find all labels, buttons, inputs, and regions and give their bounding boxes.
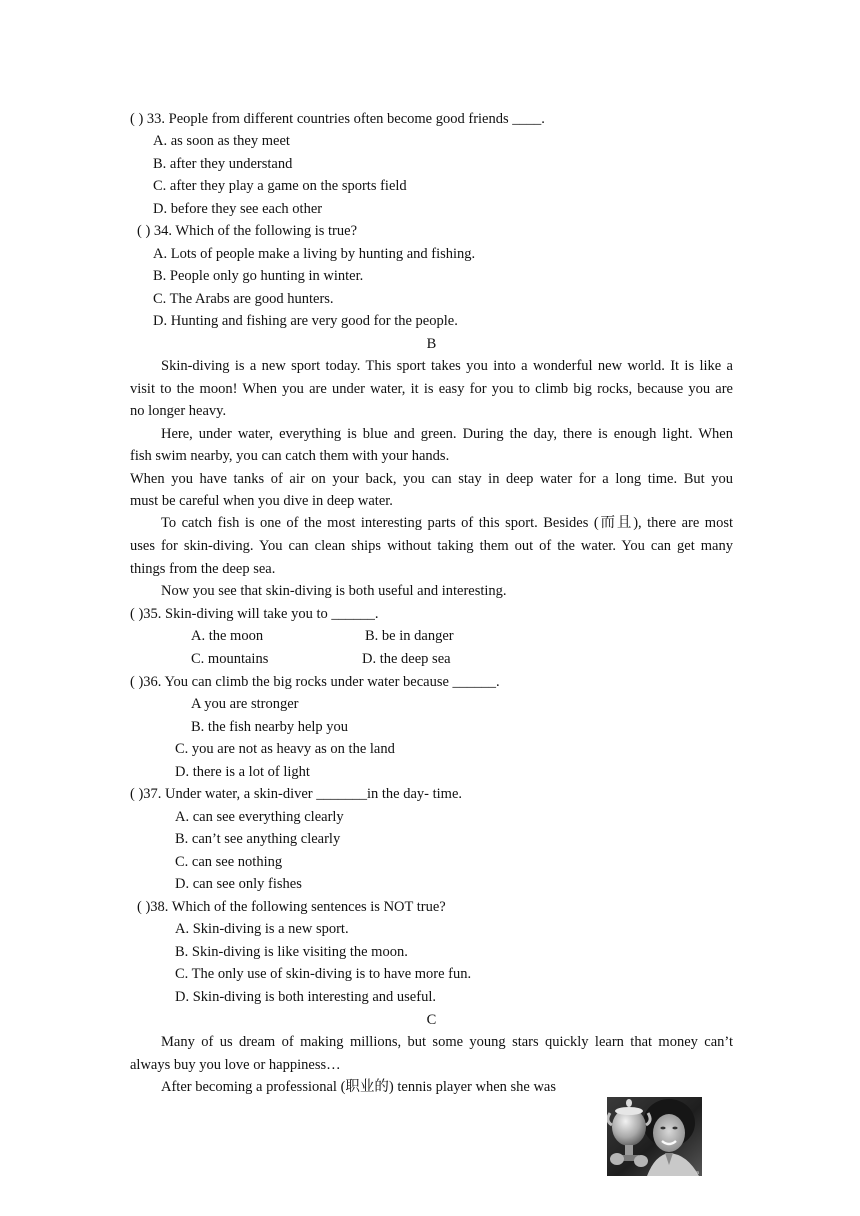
question-34-option-a: A. Lots of people make a living by hunting and fishing. <box>153 246 476 262</box>
question-33-option-c: C. after they play a game on the sports field <box>153 178 407 194</box>
passage-b-line-1: Skin-diving is a new sport today. This sport takes you into a wonderful new world. It is like a <box>161 358 733 374</box>
passage-b-line-11: Now you see that skin-diving is both useful and interesting. <box>161 583 507 599</box>
question-33-stem: ( ) 33. People from different countries often become good friends ____. <box>130 111 545 127</box>
photo-caption: a <box>696 1170 700 1176</box>
question-36-option-b: B. the fish nearby help you <box>191 719 349 735</box>
passage-b-heading: B <box>426 336 437 352</box>
passage-b-line-3: no longer heavy. <box>130 403 227 419</box>
question-36-option-c: C. you are not as heavy as on the land <box>175 741 395 757</box>
question-38-option-d: D. Skin-diving is both interesting and useful. <box>175 989 436 1005</box>
passage-b-line-10: things from the deep sea. <box>130 561 276 577</box>
passage-c-line-1: Many of us dream of making millions, but some young stars quickly learn that money can’t <box>161 1034 733 1050</box>
question-34-option-b: B. People only go hunting in winter. <box>153 268 364 284</box>
passage-c-line-3: After becoming a professional (职业的) tennis player when she was <box>161 1079 557 1095</box>
question-33-option-b: B. after they understand <box>153 156 293 172</box>
question-34-stem: ( ) 34. Which of the following is true? <box>137 223 357 239</box>
question-35-option-c: C. mountains <box>191 651 269 667</box>
passage-b-line-8: To catch fish is one of the most interesting parts of this sport. Besides (而且), there are most <box>161 515 733 531</box>
question-37-option-c: C. can see nothing <box>175 854 283 870</box>
passage-b-line-5: fish swim nearby, you can catch them with your hands. <box>130 448 450 464</box>
question-37-stem: ( )37. Under water, a skin-diver _______in the day- time. <box>130 786 463 802</box>
passage-b-line-2: visit to the moon! When you are under water, it is easy for you to climb big rocks, because you are <box>130 381 733 397</box>
passage-b-line-6: When you have tanks of air on your back, you can stay in deep water for a long time. But you <box>130 471 733 487</box>
tennis-player-photo <box>607 1097 702 1176</box>
question-33-option-d: D. before they see each other <box>153 201 323 217</box>
passage-b-line-9: uses for skin-diving. You can clean ships without taking them out of the water. You can get many <box>130 538 733 554</box>
question-38-option-b: B. Skin-diving is like visiting the moon. <box>175 944 408 960</box>
passage-c-line-2: always buy you love or happiness… <box>130 1057 341 1073</box>
question-37-option-b: B. can’t see anything clearly <box>175 831 341 847</box>
passage-b-line-4: Here, under water, everything is blue and green. During the day, there is enough light. When <box>161 426 733 442</box>
question-35-option-a: A. the moon <box>191 628 264 644</box>
question-35-option-b: B. be in danger <box>365 628 454 644</box>
question-37-option-a: A. can see everything clearly <box>175 809 344 825</box>
question-36-option-d: D. there is a lot of light <box>175 764 310 780</box>
question-35-stem: ( )35. Skin-diving will take you to ______. <box>130 606 379 622</box>
question-38-option-a: A. Skin-diving is a new sport. <box>175 921 349 937</box>
question-36-stem: ( )36. You can climb the big rocks under water because ______. <box>130 674 500 690</box>
question-34-option-d: D. Hunting and fishing are very good for the people. <box>153 313 458 329</box>
question-38-option-c: C. The only use of skin-diving is to have more fun. <box>175 966 472 982</box>
question-33-option-a: A. as soon as they meet <box>153 133 290 149</box>
question-38-stem: ( )38. Which of the following sentences is NOT true? <box>137 899 446 915</box>
question-35-option-d: D. the deep sea <box>362 651 451 667</box>
passage-c-heading: C <box>426 1012 437 1028</box>
question-37-option-d: D. can see only fishes <box>175 876 302 892</box>
passage-b-line-7: must be careful when you dive in deep water. <box>130 493 393 509</box>
question-34-option-c: C. The Arabs are good hunters. <box>153 291 334 307</box>
question-36-option-a: A you are stronger <box>191 696 299 712</box>
